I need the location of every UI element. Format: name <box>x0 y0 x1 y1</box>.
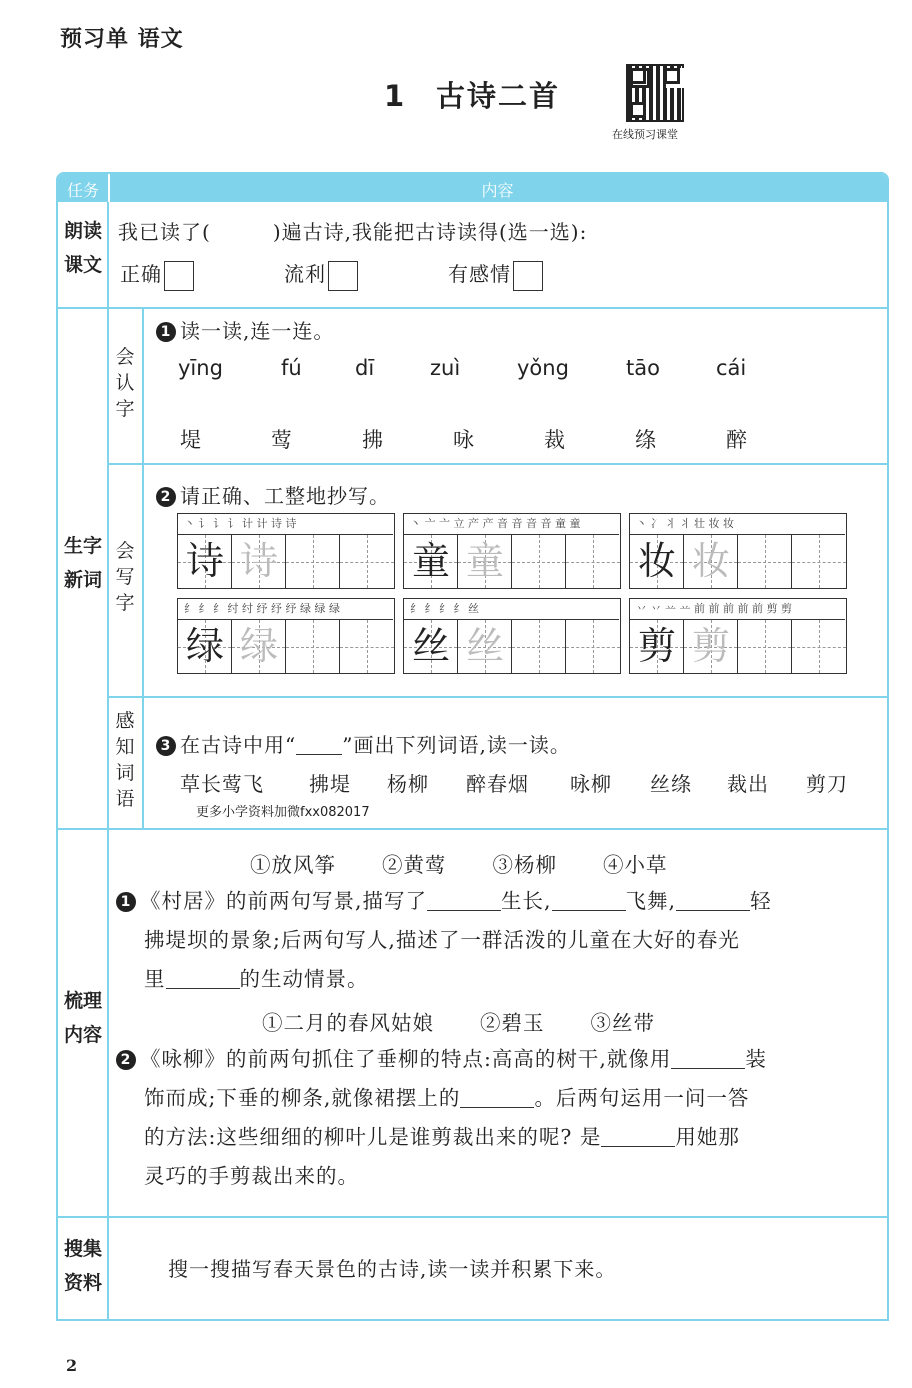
read-option-fluent: 流利 <box>284 258 358 291</box>
writing-box[interactable] <box>177 598 395 674</box>
watermark-text: 更多小学资料加微fxx082017 <box>196 805 370 820</box>
stroke-order: 丶 亠 亠 立 产 产 音 音 音 音 童 童 <box>410 517 581 530</box>
options-group-1: ①放风筝 ②黄莺 ③杨柳 ④小草 <box>250 853 668 877</box>
checkbox-correct[interactable] <box>164 261 194 291</box>
writing-box[interactable] <box>403 513 621 589</box>
options-group-2: ①二月的春风姑娘 ②碧玉 ③丝带 <box>262 1011 655 1035</box>
char-item[interactable]: 醉 <box>726 428 747 452</box>
sub-perceive-words: 感 知 词 语 <box>115 710 135 810</box>
writing-cell[interactable] <box>792 535 846 588</box>
char-item[interactable]: 裁 <box>544 428 565 452</box>
number-1-icon: 1 <box>156 322 176 342</box>
sub-recognize-chars: 会 认 字 <box>115 346 135 420</box>
write-instruction: 2 请正确、工整地抄写。 <box>156 480 390 509</box>
pinyin-item[interactable]: zuì <box>430 356 461 380</box>
task-sort-content: 梳理 内容 <box>63 990 102 1046</box>
writing-box[interactable] <box>629 513 847 589</box>
qr-code-icon[interactable] <box>626 64 684 122</box>
word-item: 醉春烟 <box>466 772 529 796</box>
writing-cell[interactable] <box>566 620 620 673</box>
col-content-header: 内容 <box>481 181 514 200</box>
model-char: 童 <box>411 539 450 583</box>
recognize-instruction: 1 读一读,连一连。 <box>156 315 334 344</box>
stroke-order: 纟 纟 纟 纣 纣 纾 纾 纾 绿 绿 绿 <box>184 602 340 615</box>
model-char: 剪 <box>637 624 676 668</box>
number-2-icon: 2 <box>156 487 176 507</box>
trace-char: 剪 <box>691 624 730 668</box>
number-3-icon: 3 <box>156 736 176 756</box>
task-vocabulary: 生字 新词 <box>63 535 102 591</box>
task-read-aloud: 朗读 课文 <box>63 220 102 276</box>
read-count-line: 我已读了( )遍古诗,我能把古诗读得(选一选): <box>118 220 588 244</box>
trace-char: 童 <box>465 539 504 583</box>
stroke-order: 丷 丷 䒑 䒑 前 前 前 前 前 剪 剪 <box>636 602 792 615</box>
writing-box[interactable] <box>403 598 621 674</box>
pinyin-item[interactable]: cái <box>716 356 747 380</box>
writing-cell[interactable] <box>340 535 394 588</box>
writing-cell[interactable] <box>738 535 792 588</box>
question-2: 2 《咏柳》的前两句抓住了垂柳的特点:高高的树干,就像用 装 饰而成;下垂的柳条,就像裙摆上的 。后两句运用一问一答 的方法:这些细细的柳叶儿是谁剪裁出来的呢? 是 用她那 灵巧的手剪裁出来的。 <box>116 1040 876 1196</box>
char-item[interactable]: 堤 <box>180 428 201 452</box>
model-char: 丝 <box>411 624 450 668</box>
number-2-icon: 2 <box>116 1050 136 1070</box>
task-collect-info: 搜集 资料 <box>63 1238 102 1294</box>
pinyin-item[interactable]: tāo <box>626 356 660 380</box>
collect-text: 搜一搜描写春天景色的古诗,读一读并积累下来。 <box>168 1257 617 1281</box>
read-option-expressive: 有感情 <box>448 258 543 291</box>
number-1-icon: 1 <box>116 892 136 912</box>
checkbox-expressive[interactable] <box>513 261 543 291</box>
writing-cell[interactable] <box>738 620 792 673</box>
pinyin-item[interactable]: yǒng <box>517 356 569 380</box>
table-header <box>58 174 887 202</box>
lesson-number: 1 <box>384 79 407 113</box>
lesson-title-text: 古诗二首 <box>436 79 561 113</box>
perceive-instruction: 3 在古诗中用“ ”画出下列词语,读一读。 <box>156 729 571 758</box>
model-char: 诗 <box>185 539 224 583</box>
word-item: 草长莺飞 <box>180 772 264 796</box>
writing-cell[interactable] <box>286 620 340 673</box>
char-item[interactable]: 绦 <box>635 428 656 452</box>
pinyin-item[interactable]: yīng <box>178 356 223 380</box>
word-item: 拂堤 <box>309 772 351 796</box>
writing-cell[interactable] <box>566 535 620 588</box>
char-item[interactable]: 咏 <box>453 428 474 452</box>
read-option-correct: 正确 <box>120 258 194 291</box>
trace-char: 丝 <box>465 624 504 668</box>
char-item[interactable]: 拂 <box>362 428 383 452</box>
char-item[interactable]: 莺 <box>271 428 292 452</box>
writing-cell[interactable] <box>792 620 846 673</box>
stroke-order: 纟 纟 纟 纟 丝 <box>410 602 479 615</box>
writing-cell[interactable] <box>286 535 340 588</box>
trace-char: 诗 <box>239 539 278 583</box>
header-label: 预习单 语文 <box>60 27 184 52</box>
model-char: 妆 <box>637 539 676 583</box>
checkbox-fluent[interactable] <box>328 261 358 291</box>
stroke-order: 丶 讠 讠 讠 计 计 诗 诗 <box>184 517 297 530</box>
word-item: 丝绦 <box>650 772 692 796</box>
writing-box[interactable] <box>629 598 847 674</box>
word-item: 杨柳 <box>387 772 429 796</box>
word-item: 剪刀 <box>806 772 848 796</box>
col-task-header: 任务 <box>66 181 99 200</box>
pinyin-item[interactable]: fú <box>281 356 302 380</box>
qr-caption: 在线预习课堂 <box>612 128 678 141</box>
writing-cell[interactable] <box>512 620 566 673</box>
question-1: 1 《村居》的前两句写景,描写了 生长, 飞舞, 轻 拂堤坝的景象;后两句写人,描述了一群活泼的儿童在大好的春光 里 的生动情景。 <box>116 882 876 999</box>
writing-cell[interactable] <box>512 535 566 588</box>
lesson-title <box>384 74 560 115</box>
writing-cell[interactable] <box>340 620 394 673</box>
word-item: 裁出 <box>727 772 769 796</box>
trace-char: 妆 <box>691 539 730 583</box>
writing-box[interactable] <box>177 513 395 589</box>
model-char: 绿 <box>185 624 224 668</box>
trace-char: 绿 <box>239 624 278 668</box>
pinyin-item[interactable]: dī <box>355 356 375 380</box>
page-number: 2 <box>66 1356 78 1375</box>
word-item: 咏柳 <box>570 772 612 796</box>
sub-write-chars: 会 写 字 <box>115 540 135 614</box>
stroke-order: 丶 冫 丬 丬 壮 妆 妆 <box>636 517 734 530</box>
